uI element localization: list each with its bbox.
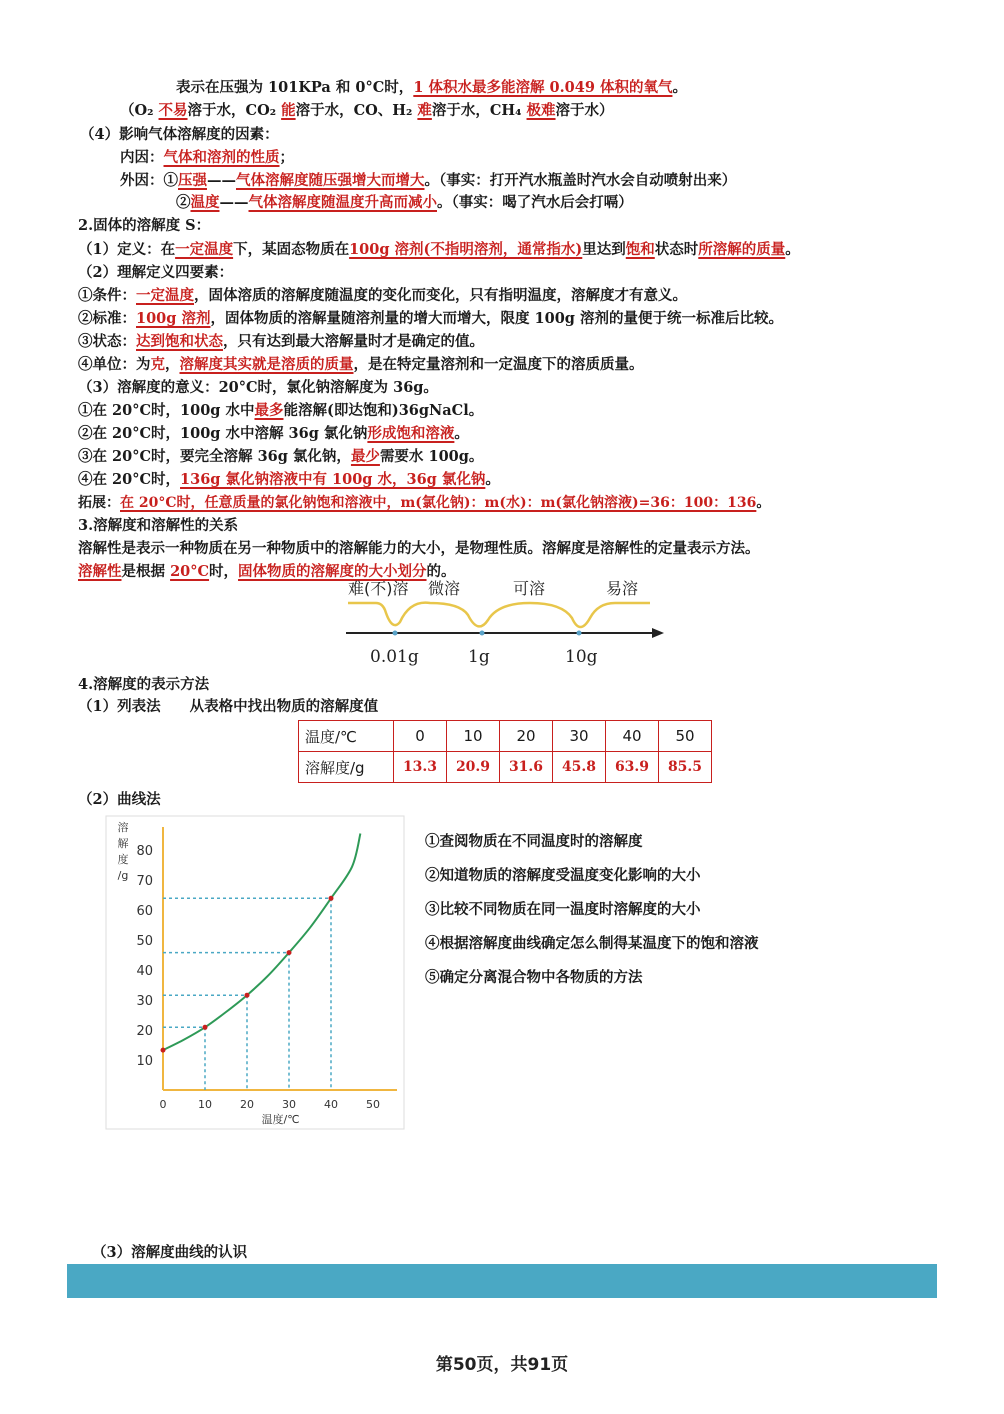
table-cell: 40: [606, 721, 659, 752]
text-segment: 溶于水，CO、H₂: [295, 102, 418, 119]
line-definition: [78, 240, 800, 260]
text-segment: 的。: [426, 563, 456, 580]
highlighted-text: 不易: [158, 102, 188, 119]
text-segment: ，是在特定量溶剂和一定温度下的溶质质量。: [353, 356, 644, 373]
solubility-scale: [330, 570, 690, 670]
table-cell: 0: [394, 721, 447, 752]
text-segment: 拓展：: [78, 495, 120, 511]
scale-tick-10: 10g: [565, 647, 598, 667]
scale-label-slightly: 微溶: [428, 579, 461, 598]
text-segment: 。（事实：打开汽水瓶盖时汽水会自动喷射出来）: [424, 172, 737, 189]
highlighted-text: 一定温度: [136, 287, 194, 304]
text-segment: 内因：: [120, 149, 164, 166]
highlighted-text: 固体物质的溶解度的大小划分: [238, 563, 427, 580]
highlighted-text: 形成饱和溶液: [367, 425, 455, 442]
highlighted-text: 最多: [254, 402, 284, 419]
text-segment: 溶于水，CO₂: [187, 102, 282, 119]
table-cell: 20: [500, 721, 553, 752]
scale-tick-001: 0.01g: [370, 647, 419, 667]
line-meaning: [78, 378, 438, 398]
text-segment: ③状态：: [78, 333, 136, 350]
line-standard: [78, 309, 783, 329]
line-meaning-3: [78, 447, 483, 467]
text-segment: ①在 20°C时，100g 水中: [78, 402, 255, 419]
text-segment: 溶解性是表示一种物质在另一种物质中的溶解能力的大小，是物理性质。溶解度是溶解性的定量表示方法。: [78, 540, 760, 557]
line-table-method: [78, 697, 378, 717]
scale-arrowhead: [652, 628, 664, 638]
text-segment: 需要水 100g。: [379, 448, 484, 465]
text-segment: ，只有达到最大溶解量时才是确定的值。: [223, 333, 484, 350]
line-meaning-4: [78, 470, 500, 490]
table-cell: 30: [553, 721, 606, 752]
text-segment: （2）理解定义四要素：: [78, 264, 234, 281]
curve-point: [161, 1048, 166, 1053]
use-item-1: ①查阅物质在不同温度时的溶解度: [425, 833, 643, 850]
x-axis-label: 温度/℃: [261, 1113, 300, 1126]
highlighted-text: 所溶解的质量: [698, 241, 786, 258]
highlighted-text: 克: [150, 356, 165, 373]
line-condition: [78, 286, 687, 306]
line-external-pressure: [120, 171, 736, 191]
text-segment: ；: [279, 149, 294, 166]
text-segment: ——: [207, 172, 236, 189]
y-tick-label: 10: [136, 1054, 153, 1069]
curve-point: [203, 1025, 208, 1030]
text-segment: （3）溶解度的意义：20°C时，氯化钠溶解度为 36g。: [78, 379, 438, 396]
text-segment: 。（事实：喝了汽水后会打嗝）: [437, 194, 633, 211]
scale-label-soluble: 可溶: [513, 579, 546, 598]
highlighted-text: 气体溶解度随温度升高而减小: [248, 194, 437, 211]
text-segment: ②在 20°C时，100g 水中溶解 36g 氯化钠: [78, 425, 368, 442]
text-segment: 。: [485, 471, 500, 488]
scale-point-001: [393, 631, 398, 636]
solubility-table: [298, 720, 712, 783]
line-curve-method: [78, 790, 161, 810]
curve-point: [329, 896, 334, 901]
highlighted-text: 气体和溶剂的性质: [163, 149, 280, 166]
line-curve-understanding: [92, 1243, 247, 1263]
text-segment: 溶于水，CH₄: [431, 102, 527, 119]
x-tick-label: 50: [366, 1098, 380, 1111]
scale-label-insoluble: 难(不)溶: [348, 579, 409, 598]
highlighted-text: 温度: [190, 194, 220, 211]
highlighted-text: 在 20°C时，任意质量的氯化钠饱和溶液中，m(氯化钠)：m(水)：m(氯化钠溶液)=36：100：136: [120, 495, 757, 511]
line-four-elements: [78, 263, 233, 283]
text-segment: 下，某固态物质在: [233, 241, 350, 258]
text-segment: 状态时: [654, 241, 699, 258]
curve-point: [287, 950, 292, 955]
line-external-temperature: [176, 193, 633, 213]
highlighted-text: 溶解度其实就是溶质的质量: [179, 356, 354, 373]
text-segment: 溶于水）: [555, 102, 614, 119]
highlighted-text: 136g 氯化钠溶液中有 100g 水，36g 氯化钠: [180, 471, 486, 488]
use-item-4: ④根据溶解度曲线确定怎么制得某温度下的饱和溶液: [425, 935, 759, 952]
y-tick-label: 30: [136, 994, 153, 1009]
highlighted-text: 最少: [350, 448, 380, 465]
highlighted-text: 气体溶解度随压强增大而增大: [236, 172, 425, 189]
text-segment: 。: [454, 425, 469, 442]
x-tick-label: 0: [159, 1098, 167, 1111]
text-segment: ④在 20°C时，: [78, 471, 181, 488]
table-row-temperature: [299, 721, 712, 752]
text-segment: 。: [756, 495, 771, 511]
page-number: 第50页，共91页: [435, 1355, 569, 1375]
y-tick-label: 80: [136, 844, 153, 859]
text-segment: （3）溶解度曲线的认识: [92, 1244, 248, 1261]
text-segment: （2）曲线法: [78, 791, 161, 808]
highlighted-text: 难: [417, 102, 432, 119]
highlighted-text: 溶解性: [78, 563, 122, 580]
section-band: [67, 1264, 937, 1298]
text-segment: ，固体溶质的溶解度随温度的变化而变化，只有指明温度，溶解度才有意义。: [194, 287, 687, 304]
section-relationship: [78, 516, 238, 536]
scale-arcs: [348, 603, 650, 627]
y-axis-label: 解: [117, 837, 129, 850]
table-cell: 10: [447, 721, 500, 752]
line-meaning-2: [78, 424, 469, 444]
text-segment: ①条件：: [78, 287, 136, 304]
scale-point-1: [480, 631, 485, 636]
y-tick-label: 40: [136, 964, 153, 979]
text-segment: 里达到: [582, 241, 626, 258]
text-segment: 表示在压强为 101KPa 和 0°C时，: [176, 79, 414, 96]
use-item-3: ③比较不同物质在同一温度时溶解度的大小: [425, 901, 701, 918]
text-segment: ，固体物质的溶解量随溶剂量的增大而增大，限度 100g 溶剂的量便于统一标准后比较。: [210, 310, 783, 327]
highlighted-text: 一定温度: [175, 241, 234, 258]
highlighted-text: 100g 溶剂: [136, 310, 211, 327]
scale-point-10: [577, 631, 582, 636]
highlighted-text: 能: [281, 102, 296, 119]
line-meaning-1: [78, 401, 483, 421]
y-axis-label: 度: [117, 853, 129, 866]
highlighted-text: 达到饱和状态: [136, 333, 223, 350]
y-tick-label: 20: [136, 1024, 153, 1039]
table-cell: 85.5: [659, 752, 712, 783]
solubility-curve-chart: [105, 815, 405, 1130]
table-header-solubility: 溶解度/g: [299, 752, 394, 783]
section-solid-solubility: [78, 216, 210, 236]
text-segment: 外因：①: [120, 172, 178, 189]
line-unit: [78, 355, 644, 375]
x-tick-label: 20: [240, 1098, 254, 1111]
use-item-2: ②知道物质的溶解度受温度变化影响的大小: [425, 867, 701, 884]
x-tick-label: 30: [282, 1098, 296, 1111]
line-gas-solubility-examples: [120, 101, 614, 121]
table-cell: 45.8: [553, 752, 606, 783]
highlighted-text: 饱和: [625, 241, 655, 258]
section-representation: [78, 675, 209, 695]
line-factors-heading: [80, 125, 279, 145]
highlighted-text: 100g 溶剂(不指明溶剂，通常指水): [349, 241, 583, 258]
text-segment: 能溶解(即达饱和)36gNaCl。: [283, 402, 484, 419]
highlighted-text: 极难: [526, 102, 556, 119]
text-segment: 2.固体的溶解度 S：: [78, 217, 211, 234]
line-internal-factor: [120, 148, 294, 168]
table-cell: 31.6: [500, 752, 553, 783]
scale-label-easily: 易溶: [606, 579, 639, 598]
text-segment: 4.溶解度的表示方法: [78, 676, 210, 693]
text-segment: 3.溶解度和溶解性的关系: [78, 517, 239, 534]
use-item-5: ⑤确定分离混合物中各物质的方法: [425, 969, 643, 986]
text-segment: ，: [165, 356, 180, 373]
text-segment: （4）影响气体溶解度的因素：: [80, 126, 279, 143]
curve-point: [245, 993, 250, 998]
highlighted-text: 1 体积水最多能溶解 0.049 体积的氧气: [413, 79, 673, 96]
text-segment: ——: [219, 194, 249, 211]
text-segment: （1）列表法 从表格中找出物质的溶解度值: [78, 698, 379, 715]
y-axis-label: /g: [117, 869, 129, 882]
text-segment: （1）定义：在: [78, 241, 176, 258]
line-extension: [78, 493, 770, 513]
table-cell: 20.9: [447, 752, 500, 783]
text-segment: ②: [176, 194, 191, 211]
x-tick-label: 10: [198, 1098, 212, 1111]
text-segment: （O₂: [120, 102, 159, 119]
text-segment: 。: [672, 79, 687, 96]
y-tick-label: 70: [136, 874, 153, 889]
y-tick-label: 50: [136, 934, 153, 949]
scale-tick-1: 1g: [468, 647, 490, 667]
table-cell: 63.9: [606, 752, 659, 783]
table-header-temperature: 温度/℃: [299, 721, 394, 752]
table-row-solubility: [299, 752, 712, 783]
text-segment: ④单位：为: [78, 356, 151, 373]
text-segment: ②标准：: [78, 310, 136, 327]
table-cell: 50: [659, 721, 712, 752]
text-segment: 。: [785, 241, 800, 258]
line-oxygen: [176, 78, 687, 98]
line-state: [78, 332, 484, 352]
line-solubility-property: [78, 539, 760, 559]
y-axis-label: 溶: [117, 821, 129, 834]
text-segment: 是根据: [121, 563, 171, 580]
text-segment: 时，: [209, 563, 239, 580]
y-tick-label: 60: [136, 904, 153, 919]
text-segment: ③在 20°C时，要完全溶解 36g 氯化钠，: [78, 448, 351, 465]
table-cell: 13.3: [394, 752, 447, 783]
x-tick-label: 40: [324, 1098, 338, 1111]
highlighted-text: 压强: [178, 172, 207, 189]
highlighted-text: 20°C: [170, 563, 210, 580]
